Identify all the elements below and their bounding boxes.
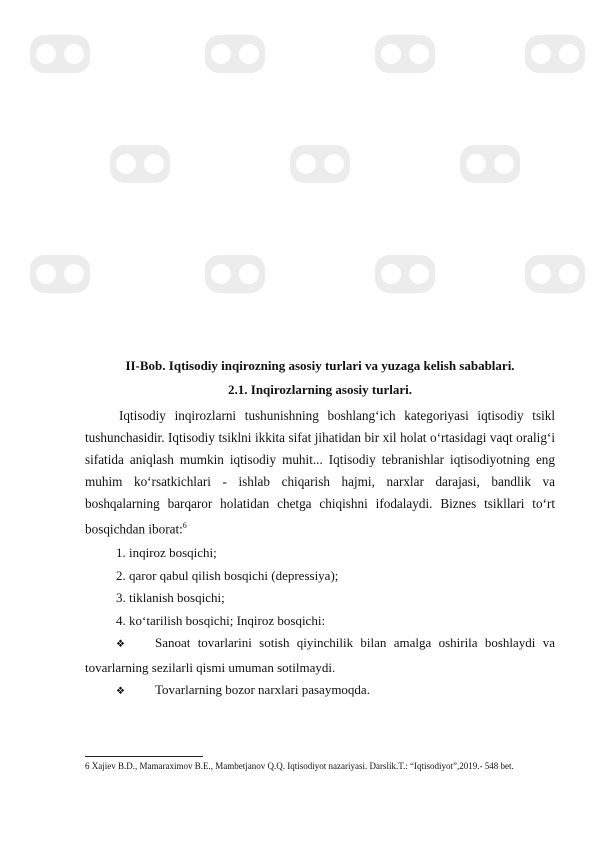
footnote-ref: 6 xyxy=(182,521,187,530)
list-item: 1. inqiroz bosqichi; xyxy=(116,545,217,561)
watermark-10 xyxy=(375,255,435,293)
bullet-item xyxy=(85,632,555,679)
watermark-7 xyxy=(460,145,520,183)
section-heading: 2.1. Inqirozlarning asosiy turlari. xyxy=(228,382,412,397)
watermark-5 xyxy=(110,145,170,183)
diamond-bullet-icon: ❖ xyxy=(116,686,125,698)
stages-list xyxy=(85,542,555,632)
bullet-text: Sanoat tovarlarini sotish qiyinchilik bilan amalga oshirila boshlaydi va tovarlarning sezilarli qismi umuman sotilmaydi. xyxy=(85,635,555,675)
list-item: 4. ko‘tarilish bosqichi; Inqiroz bosqichi: xyxy=(116,612,326,628)
paragraph-text: Iqtisodiy inqirozlarni tushunishning boshlang‘ich kategoriyasi iqtisodiy tsikl tushunchasidir. Iqtisodiy tsiklni ikkita sifat jihatidan bir xil holat o‘rtasidagi vaqt oralig‘i sifatida aniqlash mumkin iqtisodiy muhit... Iqtisodiy tebranishlar iqtisodiyotning eng muhim ko‘rsatkichlari - ishlab chiqarish hajmi, narxlar darajasi, bandlik va boshqalarning barqaror holatidan chetga chiqishni ifodalaydi. Biznes tsikllari to‘rt bosqichdan iborat: xyxy=(85,408,555,537)
watermark-1 xyxy=(30,35,90,73)
watermark-2 xyxy=(205,35,265,73)
page-body xyxy=(85,358,555,704)
intro-paragraph xyxy=(85,405,555,540)
footnote: 6 Xajiev B.D., Mamaraximov B.E., Mambetjanov Q.Q. Iqtisodiyot nazariyasi. Darslik.T.: “Iqtisodiyot”,2019.- 548 bet. xyxy=(85,761,514,771)
list-item: 3. tiklanish bosqichi; xyxy=(116,590,225,606)
bullet-text: Tovarlarning bozor narxlari pasaymoqda. xyxy=(155,682,370,698)
footnote-divider xyxy=(85,756,203,757)
watermark-4 xyxy=(525,35,585,73)
diamond-bullet-icon: ❖ xyxy=(116,639,125,651)
watermark-11 xyxy=(525,255,585,293)
list-item: 2. qaror qabul qilish bosqichi (depressiya); xyxy=(116,567,339,583)
bullet-item xyxy=(85,679,555,704)
watermark-8 xyxy=(30,255,90,293)
watermark-3 xyxy=(375,35,435,73)
watermark-6 xyxy=(290,145,350,183)
chapter-heading: II-Bob. Iqtisodiy inqirozning asosiy turlari va yuzaga kelish sabablari. xyxy=(125,358,515,373)
watermark-9 xyxy=(205,255,265,293)
